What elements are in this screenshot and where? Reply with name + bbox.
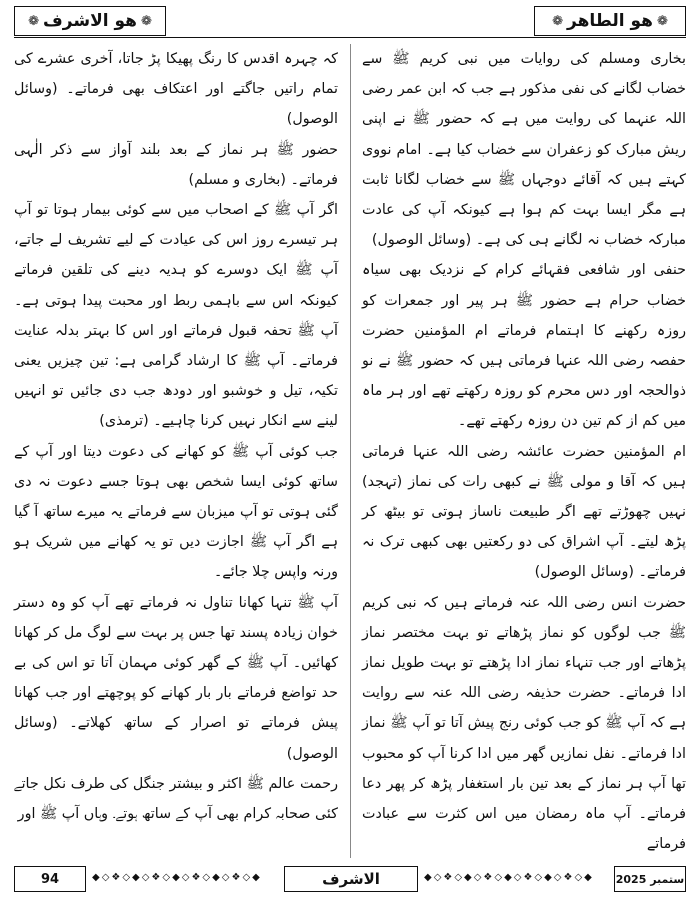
page-number: 94 — [14, 866, 86, 892]
paragraph: اگر آپ ﷺ کے اصحاب میں سے کوئی بیمار ہوتا تو آپ ہر تیسرے روز اس کی عیادت کے لیے تشریف لے جاتے، آپ ﷺ ایک دوسرے کو ہدیہ دینے کی تلقین فرماتے کیونکہ اس سے باہمی ربط اور محبت پیدا ہوتی ہے۔ آپ ﷺ تحفہ قبول فرماتے اور اس کا بہتر بدلہ عنایت فرماتے۔ آپ ﷺ کا ارشاد گرامی ہے: تین چیزیں یعنی تکیہ، تیل و خوشبو اور دودھ جب دی جائیں تو انہیں لینے سے انکار نہیں کرنا چاہیے۔ (ترمذی) — [14, 202, 338, 430]
ornament-icon: ❁ — [552, 13, 564, 29]
right-column — [362, 44, 686, 858]
ornament-icon: ❁ — [28, 13, 40, 29]
page-header — [14, 6, 686, 36]
issue-date: ستمبر 2025 — [614, 866, 686, 892]
page-footer — [14, 864, 686, 894]
article-body — [14, 44, 686, 858]
header-right-title-box — [534, 6, 686, 36]
header-rule — [14, 37, 686, 38]
header-right-title: ھو الطاھر — [567, 11, 653, 31]
paragraph: بخاری ومسلم کی روایات میں نبی کریم ﷺ سے خضاب لگانے کی نفی مذکور ہے جب کہ ابن عمر رضی اللہ عنہما کی روایت میں ہے کہ حضور ﷺ نے اپنی ریش مبارک کو زعفران سے خضاب کیا ہے۔ امام نووی کہتے ہیں کہ آقائے دوجہاں ﷺ سے خضاب لگانا ثابت ہے مگر ایسا بہت کم ہوا ہے کیونکہ آپ کی عادت مبارکہ خضاب نہ لگانے ہی کی ہے۔ (وسائل الوصول) — [362, 51, 686, 249]
footer-magazine-name: الاشرف — [284, 866, 418, 892]
ornament-icon: ❁ — [140, 13, 152, 29]
footer-ornament-left: ◆◇❖◇◆◇❖◇◆◇❖◇◆◇❖◇◆ — [92, 872, 262, 883]
paragraph: ام المؤمنین حضرت عائشہ رضی اللہ عنہا فرماتی ہیں کہ آقا و مولی ﷺ نے کبھی رات کی نماز (تہجد) نہیں چھوڑتے تھے اگر طبیعت ناساز ہوتی تو بیٹھ کر پڑھ لیتے۔ آپ اشراق کی دو رکعتیں بھی کبھی ترک نہ فرماتے۔ (وسائل الوصول) — [362, 443, 686, 581]
footer-ornament-right: ◆◇❖◇◆◇❖◇◆◇❖◇◆◇❖◇◆ — [424, 872, 594, 883]
paragraph: حضور ﷺ ہر نماز کے بعد بلند آواز سے ذکر الٰہی فرماتے۔ (بخاری و مسلم) — [14, 141, 338, 188]
paragraph: کہ چہرہ اقدس کا رنگ پھیکا پڑ جاتا، آخری عشرے کی تمام راتیں جاگتے اور اعتکاف بھی فرماتے۔ (وسائل الوصول) — [14, 51, 338, 128]
left-column — [14, 44, 338, 858]
paragraph: جب کوئی آپ ﷺ کو کھانے کی دعوت دیتا اور آپ کے ساتھ کوئی ایسا شخص بھی ہوتا جسے دعوت نہ دی گئی ہوتی تو آپ میزبان سے فرماتے یہ میرے ساتھ آ گیا ہے اگر آپ ﷺ اجازت دیں تو یہ کھانے میں شریک ہو ورنہ واپس چلا جائے۔ — [14, 443, 338, 581]
ornament-icon: ❁ — [656, 13, 668, 29]
paragraph: حنفی اور شافعی فقہائے کرام کے نزدیک بھی سیاہ خضاب حرام ہے حضور ﷺ ہر پیر اور جمعرات کو روزہ رکھنے کا اہتمام فرماتے ام المؤمنین حضرت حفصہ رضی اللہ عنہا فرماتی ہیں کہ حضور ﷺ نے نو ذوالحجہ اور دس محرم کو روزہ رکھتے تھے اور ہر ماہ میں کم از کم تین دن روزہ رکھتے تھے۔ — [362, 262, 686, 430]
header-left-title-box — [14, 6, 166, 36]
paragraph: رحمت عالم ﷺ اکثر و بیشتر جنگل کی طرف نکل جاتے کئی صحابہ کرام بھی آپ کے ساتھ ہوتے۔ وہاں آپ ﷺ اور — [14, 775, 338, 823]
paragraph: آپ ﷺ تنہا کھانا تناول نہ فرماتے تھے آپ کو وہ دستر خوان زیادہ پسند تھا جس پر بہت سے لوگ مل کر کھانا کھائیں۔ آپ ﷺ کے گھر کوئی مہمان آتا تو اس کی بے حد تواضع فرماتے بار بار کھانے کو پوچھتے اور جب کھانا پیش فرماتے تو اصرار کے ساتھ کھلاتے۔ (وسائل الوصول) — [14, 594, 338, 762]
header-left-title: ھو الاشرف — [43, 11, 137, 31]
paragraph: حضرت انس رضی اللہ عنہ فرماتے ہیں کہ نبی کریم ﷺ جب لوگوں کو نماز پڑھاتے تو بہت مختصر نماز پڑھاتے اور جب تنہاء نماز ادا پڑھتے تو بہت طویل نماز ادا فرماتے۔ حضرت حذیفہ رضی اللہ عنہ سے روایت ہے کہ آپ ﷺ کو جب کوئی رنج پیش آتا تو آپ ﷺ نماز ادا فرماتے۔ نفل نمازیں گھر میں ادا کرنا آپ کو محبوب تھا آپ ہر نماز کے بعد تین بار استغفار پڑھ کر پھر دعا فرماتے۔ آپ ماہ رمضان میں اس کثرت سے عبادت فرماتے — [362, 594, 686, 853]
column-divider — [350, 44, 351, 858]
